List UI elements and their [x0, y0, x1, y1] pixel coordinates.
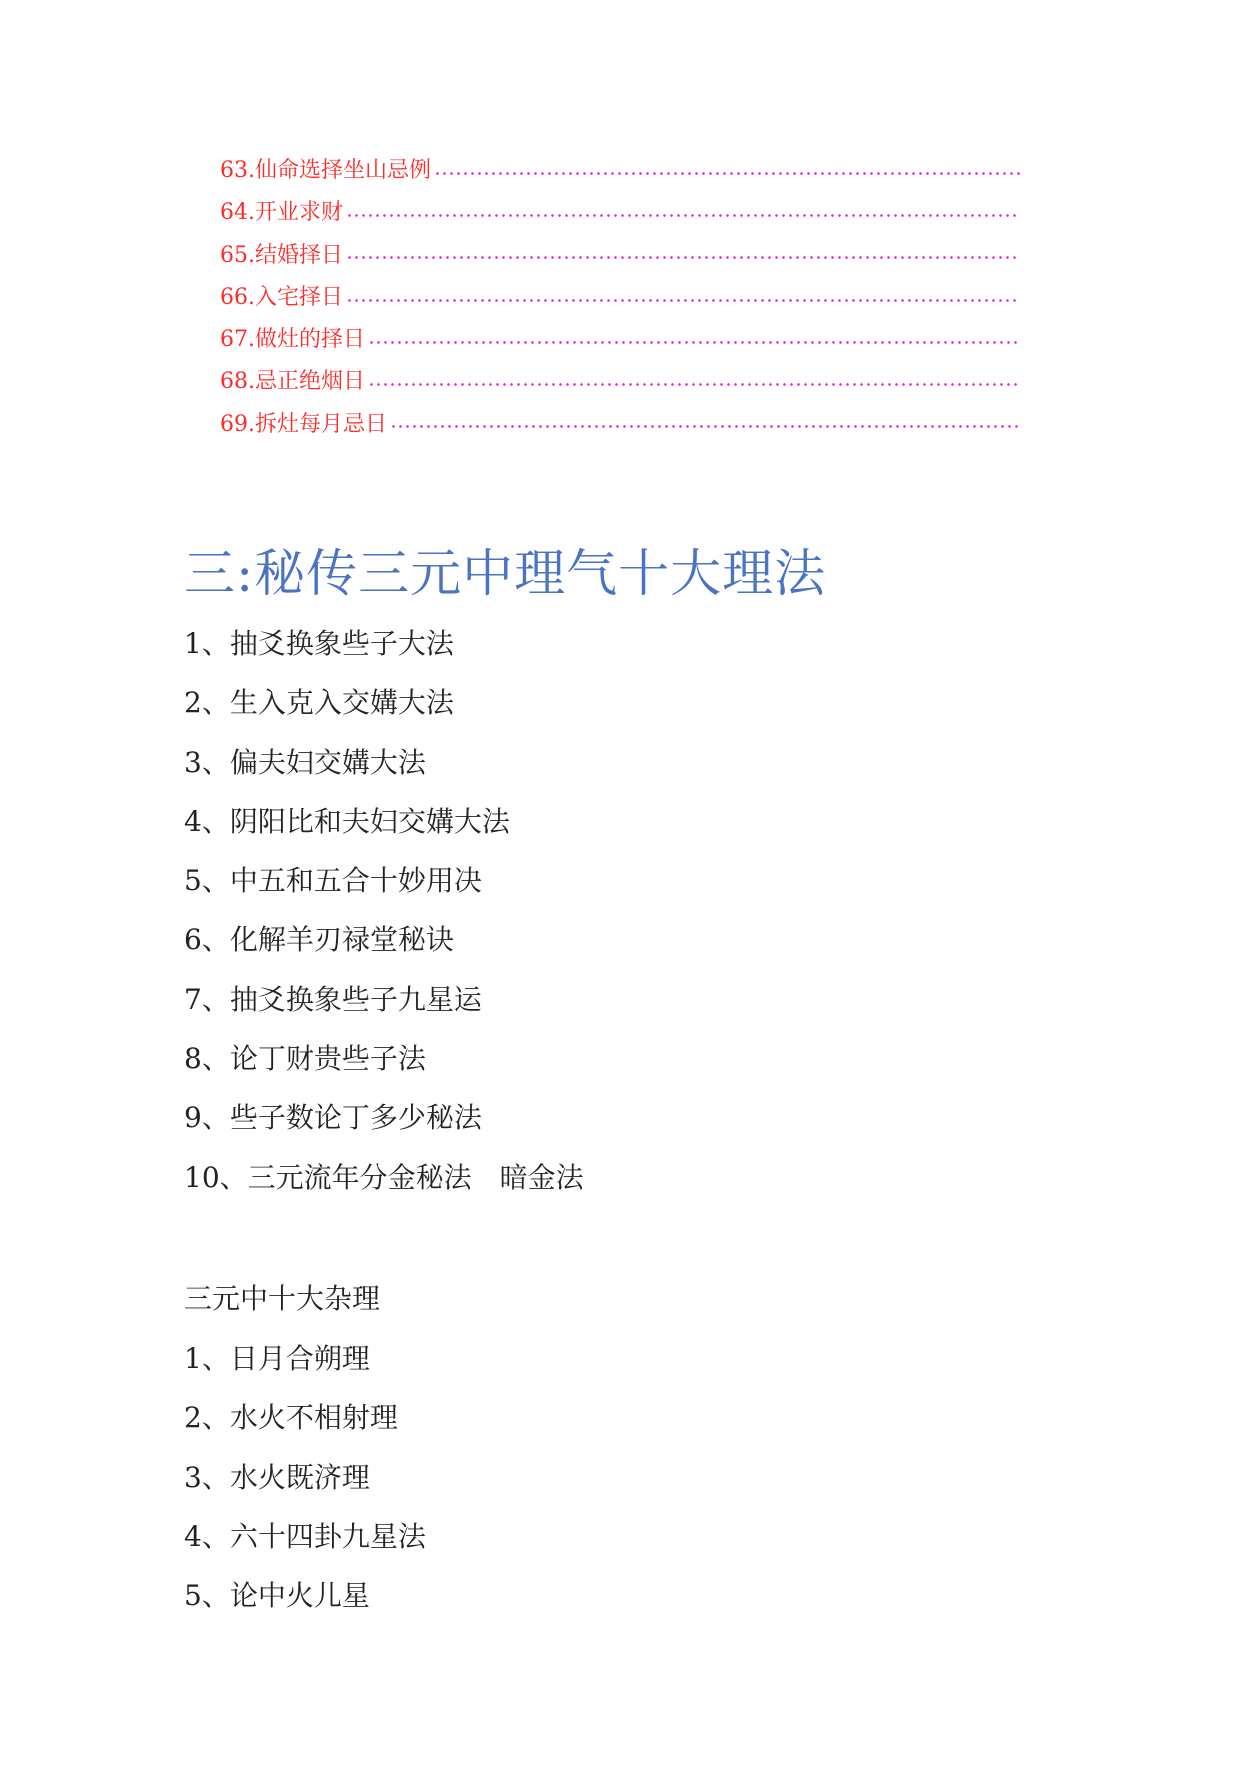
- list-item: 8、论丁财贵些子法: [184, 1042, 426, 1076]
- toc-entry[interactable]: [220, 404, 1020, 446]
- list-item: 9、些子数论丁多少秘法: [184, 1101, 482, 1135]
- misc-heading: 三元中十大杂理: [184, 1282, 381, 1315]
- section-heading: 三:秘传三元中理气十大理法: [184, 545, 827, 604]
- list-item: 1、日月合朔理: [184, 1342, 370, 1375]
- dot-leader: [346, 256, 1020, 259]
- list-item: 3、偏夫妇交媾大法: [184, 745, 426, 779]
- toc-entry[interactable]: [220, 150, 1020, 192]
- misc-list: [184, 1337, 426, 1633]
- list-item: 4、阴阳比和夫妇交媾大法: [184, 804, 510, 838]
- toc-entry-label[interactable]: 63.仙命选择坐山忌例: [220, 158, 431, 183]
- list-item: 5、论中火儿星: [184, 1579, 370, 1613]
- list-item: 2、水火不相射理: [184, 1401, 398, 1435]
- dot-leader: [434, 172, 1020, 175]
- list-item: 1、抽爻换象些子大法: [184, 627, 454, 660]
- toc-entry-label[interactable]: 66.入宅择日: [220, 284, 343, 310]
- toc-entry[interactable]: [220, 192, 1020, 234]
- toc-entry-label[interactable]: 65.结婚择日: [220, 242, 343, 268]
- toc-entry[interactable]: [220, 277, 1020, 319]
- list-item: 10、三元流年分金秘法 暗金法: [184, 1160, 584, 1194]
- list-item: 3、水火既济理: [184, 1460, 370, 1494]
- toc-entry[interactable]: [220, 235, 1020, 277]
- dot-leader: [368, 341, 1020, 344]
- toc-entry[interactable]: [220, 361, 1020, 403]
- dot-leader: [346, 299, 1020, 302]
- toc-entry-label[interactable]: 64.开业求财: [220, 200, 343, 226]
- dot-leader: [390, 425, 1020, 428]
- toc-entry[interactable]: [220, 319, 1020, 361]
- dot-leader: [346, 214, 1020, 217]
- dot-leader: [368, 383, 1020, 386]
- list-item: 4、六十四卦九星法: [184, 1519, 426, 1553]
- method-list: [184, 622, 584, 1215]
- list-item: 7、抽爻换象些子九星运: [184, 982, 482, 1016]
- toc-entry-label[interactable]: 69.拆灶每月忌日: [220, 411, 387, 437]
- list-item: 5、中五和五合十妙用决: [184, 864, 482, 898]
- toc-list: [220, 150, 1020, 446]
- list-item: 6、化解羊刃禄堂秘诀: [184, 923, 454, 957]
- toc-entry-label[interactable]: 67.做灶的择日: [220, 327, 365, 353]
- toc-entry-label[interactable]: 68.忌正绝烟日: [220, 369, 365, 395]
- list-item: 2、生入克入交媾大法: [184, 686, 454, 720]
